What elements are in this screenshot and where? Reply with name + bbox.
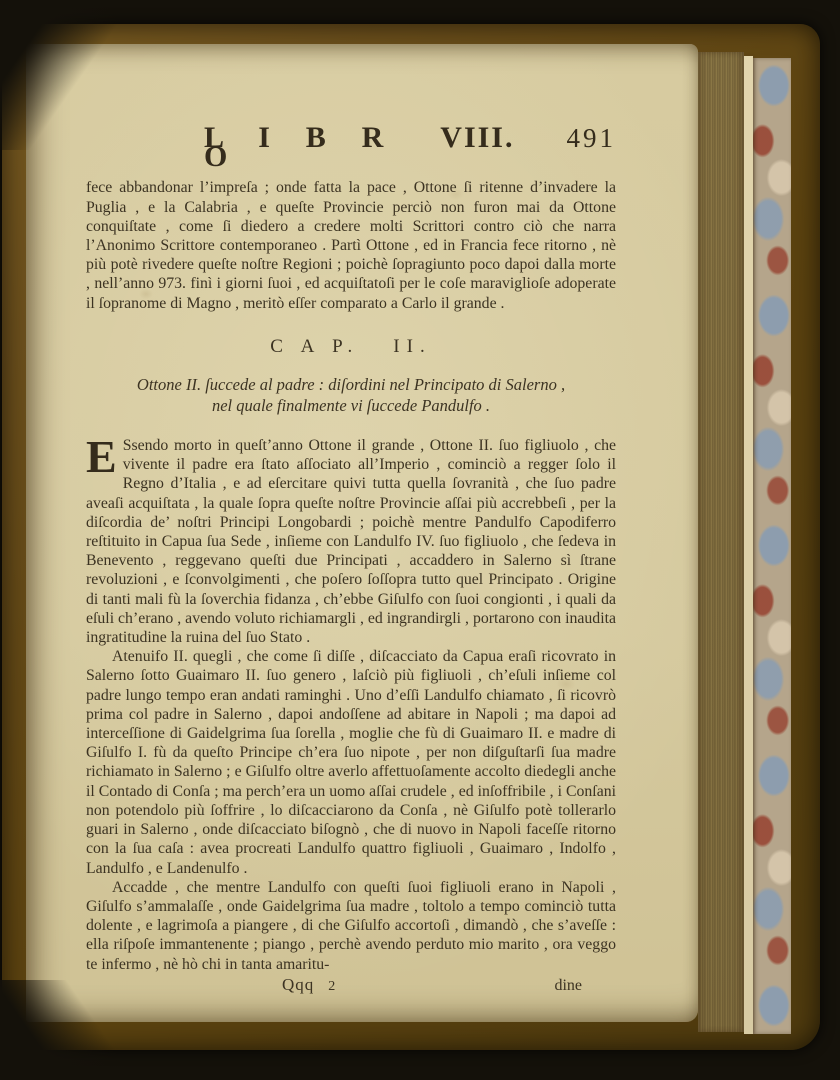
chapter-subtitle-line2: nel quale finalmente vi ſuccede Pandulfo . <box>211 396 491 416</box>
page-stack-fore-edge <box>698 52 744 1032</box>
chapter-subtitle <box>86 374 616 416</box>
page-footer <box>86 975 616 996</box>
chapter-numeral: II. <box>393 335 432 357</box>
binding-corner-shadow-bottom-left <box>0 980 140 1080</box>
book-title-label: L I B R O <box>204 121 393 174</box>
flyleaf-edge <box>744 56 753 1034</box>
book-numeral: VIII. <box>440 121 515 154</box>
intro-paragraph: fece abbandonar l’impreſa ; onde fatta la pace , Ottone ſi ritenne d’invadere la Puglia , e la Calabria , e queſte Provincie perciò non furon mai da Ottone conquiſtate , come ſi diedero a credere molti Scrittori contro ciò che narra l’Anonimo Scrittore contemporaneo . Partì Ottone , ed in Francia fece ritorno , nè più potè rivedere queſte noſtre Regioni ; poichè ſopragiunto poco dapoi dalla morte , nell’anno 973. finì i giorni ſuoi , ed acquiſtatoſi per le coſe maraviglioſe adoperate il ſopranome di Magno , meritò eſſer comparato a Carlo il grande . <box>86 179 616 312</box>
text-column <box>86 121 616 996</box>
gathering-signature-number: 2 <box>328 978 336 994</box>
chapter-heading <box>86 337 616 356</box>
page-number: 491 <box>566 123 616 153</box>
catchword: dine <box>554 976 582 994</box>
paragraph-atenuifo: Atenuifo II. quegli , che come ſi diſſe , diſcacciato da Capua eraſi ricovrato in Salerno ſotto Guaimaro II. ſuo genero , laſciò più figliuoli , ch’eſuli inſieme col padre lungo tempo eran andati raminghi . Uno d’eſſi Landulfo chiamato , ſi ricovrò prima col padre in Salerno , dapoi andoſſene ad abitare in Napoli ; ma dapoi ad interceſſione di Gaidelgrima ſua ſorella , moglie che fù di Guaimaro II. e madre di Giſulfo I. fù da queſto Principe ch’era ſuo nipote , per non diſguſtarſi ſua madre richiamato in Salerno ; e Giſulfo oltre averlo affettuoſamente accolto diedegli anche il Contado di Conſa ; ma perch’era un uomo aſſai crudele , ed inſoffribile , i Conſani non potendolo più ſoffrire , lo diſcacciarono da Conſa , nè Giſulfo potè tollerarlo guari in Salerno , onde diſcacciato biſognò , che di nuovo in Napoli faceſſe ritorno con la ſua caſa : avea procreati Landulfo quattro figliuoli , Guaimaro , Indolfo , Landulfo , e Landenulfo . <box>86 648 616 877</box>
book-page <box>26 44 698 1022</box>
paragraph-essendo-text: Ssendo morto in queſt’anno Ottone il grande , Ottone II. ſuo figliuolo , che vivente il padre era ſtato aſſociato all’Imperio , cominciò a regger ſolo il Regno d’Italia , e ad eſercitare quivi tutta quella ſovranità , che ſuo padre aveaſi acquiſtata , la quale ſopra queſte noſtre Provincie aſſai più accrebbeſi , per la diſcordia de’ noſtri Principi Longobardi ; poichè mentre Pandulfo Capodiferro reſtituito in Capua ſua Sede , inſieme con Landulfo IV. ſuo figliuolo , che ſedeva in Benevento , reggevano queſti due Principati , accaddero in Salerno sì ſtrane revoluzioni , e ſconvolgimenti , che poſero ſoſſopra tutto quel Principato . Origine di tanti mali fù la ſoverchia fidanza , ch’ebbe Giſulfo con ſuoi congionti , i quali da eſuli ch’erano , avendo voluto richiamargli , ed ingrandirgli , portarono con inaudita ingratitudine la ruina del ſuo Stato . <box>86 437 616 647</box>
running-header <box>86 121 616 174</box>
binding-corner-shadow-top-left <box>0 0 120 150</box>
chapter-label: C A P. <box>270 335 360 357</box>
chapter-subtitle-line1: Ottone II. ſuccede al padre : diſordini nel Principato di Salerno , <box>136 375 566 395</box>
marbled-endpaper <box>753 58 791 1034</box>
paragraph-accadde: Accadde , che mentre Landulfo con queſti ſuoi figliuoli erano in Napoli , Giſulfo s’ammalaſſe , onde Gaidelgrima ſua madre , toltolo a tempo cominciò tutta dolente , e lagrimoſa a piangere , di che Giſulfo accortoſi , dimandò , che s’aveſſe : ella riſpoſe immantenente ; piango , perchè avendo perduto mio marito , ora veggo te infermo , nè hò chi in tanta amaritu- <box>86 878 616 973</box>
paragraph-essendo <box>86 431 616 647</box>
gathering-signature: Qqq <box>282 974 315 994</box>
drop-cap-initial: E <box>86 431 117 483</box>
